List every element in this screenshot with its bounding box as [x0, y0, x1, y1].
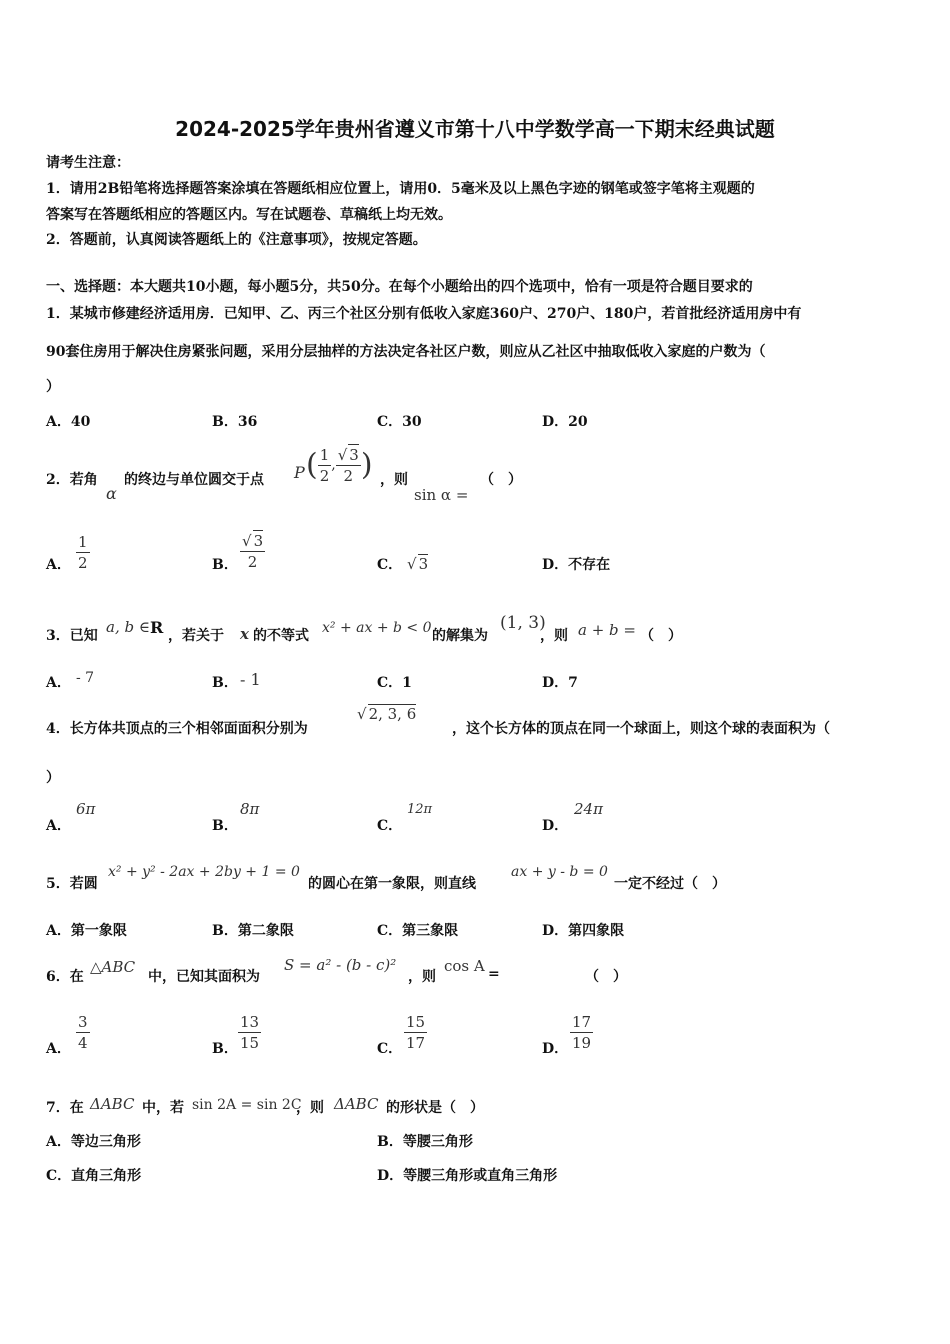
- q2-then: ，则: [380, 472, 408, 488]
- q3-option-a-value: - 7: [76, 670, 95, 686]
- q7-option-b: B．等腰三角形: [377, 1134, 473, 1150]
- notice-line-2: 2．答题前，认真阅读答题纸上的《注意事项》，按规定答题。: [46, 232, 427, 248]
- q2-prefix: 2．若角: [46, 472, 98, 488]
- q3-option-b-label: B．: [212, 675, 238, 691]
- q2-mid: 的终边与单位圆交于点: [124, 472, 264, 488]
- q6-cos: cos A: [444, 957, 485, 975]
- notice-line-1a: 1．请用2B铅笔将选择题答案涂填在答题纸相应位置上，请用0．5毫米及以上黑色字迹的钢笔或签字笔将主观题的: [46, 181, 755, 197]
- q3-then: ，则: [540, 628, 568, 644]
- q4-option-d-value: 24π: [574, 800, 603, 818]
- q2-option-b-label: B．: [212, 557, 238, 573]
- q3-ab: a, b ∈: [106, 618, 150, 636]
- notice-heading: 请考生注意：: [46, 155, 130, 171]
- q3-prefix: 3．已知: [46, 628, 98, 644]
- q7-condition: sin 2A = sin 2C: [192, 1097, 302, 1113]
- q2-option-b-value: √ $\frac{3}{2}$: [240, 530, 265, 572]
- q4-option-b-value: 8π: [240, 800, 260, 818]
- q6-option-c-value: $\frac{15}{17}$: [406, 1013, 426, 1052]
- q4-option-c-value: 12π: [407, 802, 433, 817]
- q4-option-a-label: A．: [46, 818, 71, 834]
- q1-line2: 90套住房用于解决住房紧张问题，采用分层抽样的方法决定各社区户数，则应从乙社区中抽取低收入家庭的户数为（: [46, 344, 766, 360]
- q3-option-b-value: - 1: [240, 670, 261, 689]
- notice-line-1b: 答案写在答题纸相应的答题区内。写在试题卷、草稿纸上均无效。: [46, 207, 452, 223]
- q3-option-d: D．7: [542, 675, 578, 691]
- q5-option-d: D．第四象限: [542, 923, 625, 939]
- q6-triangle: △ABC: [90, 958, 136, 976]
- q4-option-d-label: D．: [542, 818, 569, 834]
- q4-option-a-value: 6π: [76, 800, 96, 818]
- q3-mid3: 的解集为: [432, 628, 488, 644]
- q2-blank: （ ）: [480, 472, 522, 488]
- q1-line1: 1．某城市修建经济适用房．已知甲、乙、丙三个社区分别有低收入家庭360户、270户、180户，若首批经济适用房中有: [46, 306, 802, 322]
- q6-option-c-label: C．: [377, 1041, 403, 1057]
- q3-reals: R: [150, 618, 164, 637]
- q7-mid: 中，若: [142, 1100, 184, 1116]
- q6-then: ，则: [408, 969, 436, 985]
- q5-option-b: B．第二象限: [212, 923, 294, 939]
- q2-option-a-label: A．: [46, 557, 71, 573]
- q3-sum: a + b =: [578, 621, 636, 639]
- q6-option-a-value: $\frac{3}{4}$: [78, 1013, 88, 1052]
- q5-option-c: C．第三象限: [377, 923, 459, 939]
- q6-option-d-value: $\frac{17}{19}$: [572, 1013, 592, 1052]
- q6-option-d-label: D．: [542, 1041, 569, 1057]
- q1-line3: ）: [46, 379, 60, 395]
- q4-option-c-label: C．: [377, 818, 403, 834]
- q6-option-a-label: A．: [46, 1041, 71, 1057]
- q5-mid: 的圆心在第一象限，则直线: [308, 876, 476, 892]
- q1-option-a: A．40: [46, 414, 91, 430]
- q5-option-a: A．第一象限: [46, 923, 127, 939]
- q2-frac-root3-half: √ $\frac{3}{2}$: [336, 444, 361, 486]
- q3-option-a-label: A．: [46, 675, 71, 691]
- q2-sin-alpha: sin α =: [414, 486, 469, 504]
- q1-option-d: D．20: [542, 414, 588, 430]
- q4-close: ）: [46, 770, 60, 786]
- q6-prefix: 6．在: [46, 969, 84, 985]
- q2-option-c-label: C．: [377, 557, 403, 573]
- q6-blank: （ ）: [585, 969, 627, 985]
- q3-interval: (1, 3): [500, 613, 546, 633]
- q6-option-b-label: B．: [212, 1041, 238, 1057]
- q7-triangle: ΔABC: [90, 1095, 135, 1113]
- q6-mid: 中，已知其面积为: [148, 969, 260, 985]
- q6-eq: =: [488, 966, 500, 982]
- q6-option-b-value: $\frac{13}{15}$: [240, 1013, 260, 1052]
- q7-triangle-2: ΔABC: [334, 1095, 379, 1113]
- q7-option-d: D．等腰三角形或直角三角形: [377, 1168, 558, 1184]
- q3-blank: （ ）: [640, 628, 682, 644]
- q7-suffix: 的形状是（ ）: [386, 1100, 484, 1116]
- q5-prefix: 5．若圆: [46, 876, 98, 892]
- q1-option-c: C．30: [377, 414, 422, 430]
- q7-option-a: A．等边三角形: [46, 1134, 141, 1150]
- q3-x: x: [240, 625, 249, 643]
- q4-areas: √ 2, 3, 6: [357, 704, 416, 723]
- q5-line-eq: ax + y - b = 0: [511, 864, 608, 880]
- q2-point: P: [294, 463, 305, 482]
- q6-area-formula: S = a² - (b - c)²: [284, 956, 397, 974]
- q3-mid2: 的不等式: [253, 628, 309, 644]
- q7-prefix: 7．在: [46, 1100, 84, 1116]
- q3-inequality: x² + ax + b < 0: [322, 620, 432, 636]
- q4-prefix: 4．长方体共顶点的三个相邻面面积分别为: [46, 721, 308, 737]
- section-header: 一、选择题：本大题共10小题，每小题5分，共50分。在每个小题给出的四个选项中，恰有一项是符合题目要求的: [46, 279, 753, 295]
- q2-option-c-value: √ 3: [407, 554, 428, 573]
- q3-option-c: C．1: [377, 675, 412, 691]
- q4-suffix: ，这个长方体的顶点在同一个球面上，则这个球的表面积为（: [452, 721, 830, 737]
- page-title: 2024-2025学年贵州省遵义市第十八中学数学高一下期末经典试题: [175, 117, 775, 141]
- q2-option-a-value: $\frac{1}{2}$: [78, 533, 88, 572]
- q3-mid: ，若关于: [168, 628, 224, 644]
- q2-alpha: α: [106, 484, 117, 503]
- q1-option-b: B．36: [212, 414, 258, 430]
- q7-option-c: C．直角三角形: [46, 1168, 142, 1184]
- q5-circle-eq: x² + y² - 2ax + 2by + 1 = 0: [108, 864, 300, 880]
- q2-frac-half: $\frac{1}{2}$: [319, 445, 330, 485]
- q7-then: ，则: [296, 1100, 324, 1116]
- q4-option-b-label: B．: [212, 818, 238, 834]
- q5-suffix: 一定不经过（ ）: [614, 876, 726, 892]
- q2-option-d: D．不存在: [542, 557, 611, 573]
- q2-point-coords: ( $\frac{1}{2}$ , √ $\frac{3}{2}$ ): [306, 444, 373, 486]
